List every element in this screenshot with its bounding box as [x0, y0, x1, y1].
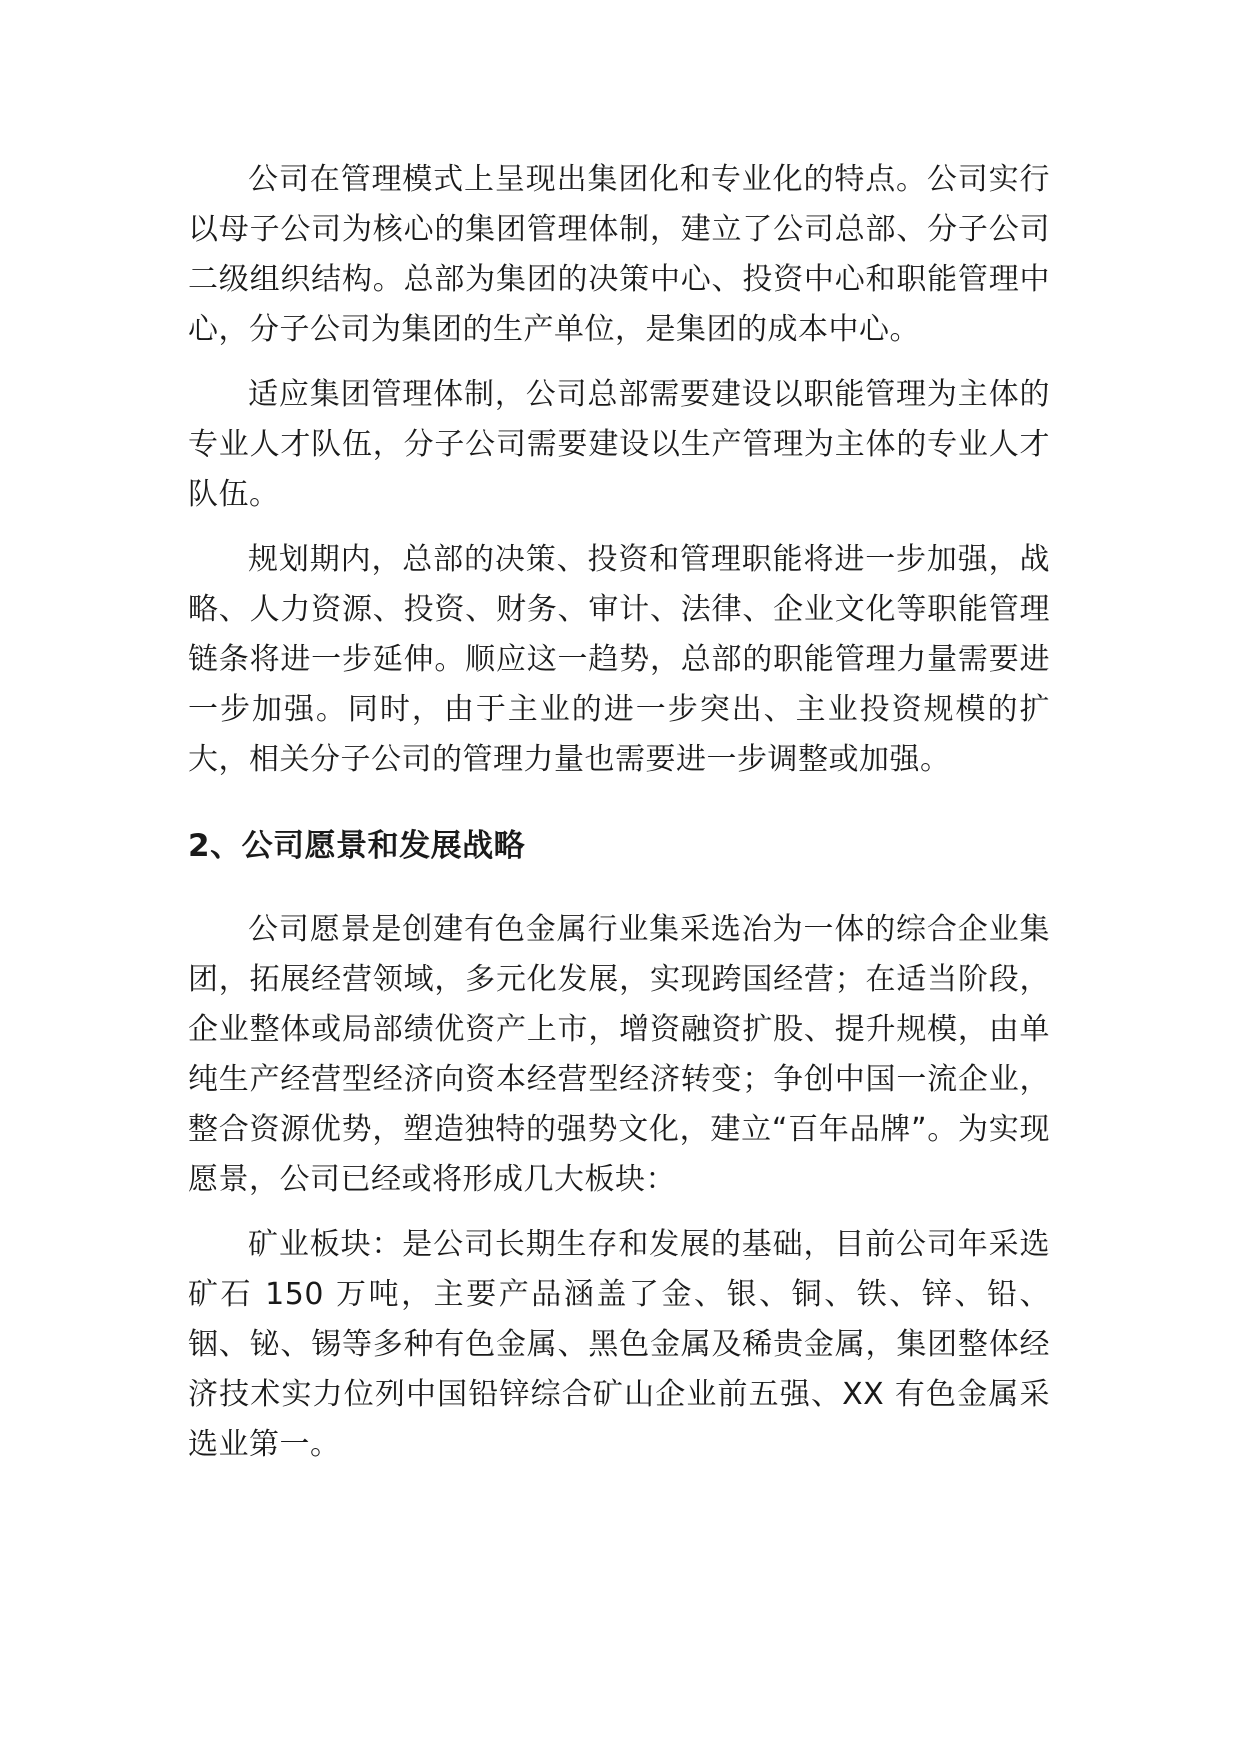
paragraph-management-model: 公司在管理模式上呈现出集团化和专业化的特点。公司实行以母子公司为核心的集团管理体制，建立了公司总部、分子公司二级组织结构。总部为集团的决策中心、投资中心和职能管理中心，分子公司为集团的生产单位，是集团的成本中心。 — [188, 162, 1050, 347]
paragraph-company-vision: 公司愿景是创建有色金属行业集采选冶为一体的综合企业集团，拓展经营领域，多元化发展，实现跨国经营；在适当阶段，企业整体或局部绩优资产上市，增资融资扩股、提升规模，由单纯生产经营型经济向资本经营型经济转变；争创中国一流企业，整合资源优势，塑造独特的强势文化，建立“百年品牌”。为实现愿景，公司已经或将形成几大板块： — [188, 912, 1050, 1197]
paragraph-mining-sector: 矿业板块：是公司长期生存和发展的基础，目前公司年采选矿石 150 万吨，主要产品涵盖了金、银、铜、铁、锌、铅、铟、铋、锡等多种有色金属、黑色金属及稀贵金属，集团整体经济技术实力位列中国铅锌综合矿山企业前五强、XX 有色金属采选业第一。 — [188, 1227, 1050, 1462]
paragraph-planning-period: 规划期内，总部的决策、投资和管理职能将进一步加强，战略、人力资源、投资、财务、审计、法律、企业文化等职能管理链条将进一步延伸。顺应这一趋势，总部的职能管理力量需要进一步加强。同时，由于主业的进一步突出、主业投资规模的扩大，相关分子公司的管理力量也需要进一步调整或加强。 — [188, 542, 1050, 777]
section-heading: 2、公司愿景和发展战略 — [188, 828, 526, 864]
paragraph-talent-team: 适应集团管理体制，公司总部需要建设以职能管理为主体的专业人才队伍，分子公司需要建设以生产管理为主体的专业人才队伍。 — [188, 377, 1050, 512]
document-body — [188, 155, 1050, 1485]
